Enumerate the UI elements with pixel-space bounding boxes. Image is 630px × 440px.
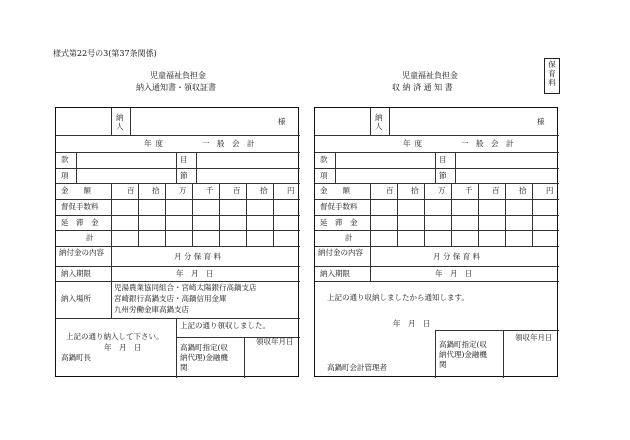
received-text: 上記の通り領収しました。 bbox=[180, 321, 270, 330]
digit-label: 百 bbox=[233, 186, 241, 195]
notice-date: 年 月 日 bbox=[393, 319, 431, 328]
digit-label: 円 bbox=[546, 186, 554, 195]
notice-date: 年 月 日 bbox=[104, 343, 142, 352]
right-form bbox=[314, 107, 558, 377]
entai-label: 延 滞 金 bbox=[320, 218, 358, 227]
kan-label: 款 bbox=[320, 155, 328, 164]
amount-label: 金 額 bbox=[61, 186, 91, 195]
digit-label: 百 bbox=[127, 186, 135, 195]
account-label: 一 般 会 計 bbox=[461, 139, 514, 148]
right-header-line1: 児童福祉負担金 bbox=[402, 71, 458, 80]
fiscal-year-label: 年度 bbox=[403, 139, 426, 148]
total-label: 計 bbox=[345, 233, 353, 242]
entai-label: 延 滞 金 bbox=[61, 218, 99, 227]
kou-label: 項 bbox=[320, 171, 328, 180]
total-label: 計 bbox=[86, 233, 94, 242]
bank-label-line: 関 bbox=[180, 363, 188, 372]
deadline-value: 年 月 日 bbox=[435, 269, 473, 278]
moku-label: 目 bbox=[180, 155, 188, 164]
digit-label: 千 bbox=[206, 186, 214, 195]
place-line: 宮崎銀行高鍋支店・高鍋信用金庫 bbox=[114, 294, 227, 303]
place-line: 九州労働金庫高鍋支店 bbox=[114, 305, 189, 314]
kou-label: 項 bbox=[61, 171, 69, 180]
tokusoku-label: 督促手数料 bbox=[320, 202, 358, 211]
deadline-label: 納入期限 bbox=[320, 269, 350, 278]
content-label: 納付金の内容 bbox=[59, 248, 104, 257]
setsu-label: 節 bbox=[439, 171, 447, 180]
bank-label-line: 高鍋町指定(収 bbox=[180, 343, 228, 352]
digit-label: 拾 bbox=[260, 186, 268, 195]
payer-label bbox=[375, 113, 385, 131]
digit-label: 百 bbox=[492, 186, 500, 195]
left-header-line2: 納入通知書・領収証書 bbox=[136, 83, 216, 92]
place-line: 児湯農業協同組合・宮崎太陽銀行高鍋支店 bbox=[114, 283, 257, 292]
payer-label-text: 納人 bbox=[116, 113, 124, 131]
bank-label-line: 納代理)金融機 bbox=[180, 353, 228, 362]
mayor-label: 高鍋町長 bbox=[61, 353, 91, 362]
kan-label: 款 bbox=[61, 155, 69, 164]
digit-label: 拾 bbox=[411, 186, 419, 195]
honorific: 様 bbox=[537, 117, 545, 126]
notice-text: 上記の通り納入して下さい。 bbox=[66, 332, 164, 341]
digit-label: 万 bbox=[179, 186, 187, 195]
payer-label-text: 納人 bbox=[375, 113, 383, 131]
bank-label-line: 高鍋町指定(収 bbox=[439, 340, 487, 349]
account-label: 一 般 会 計 bbox=[202, 139, 255, 148]
right-header-line2: 収 納 済 通 知 書 bbox=[392, 83, 453, 92]
stamp-char: 料 bbox=[548, 78, 556, 87]
amount-label: 金 額 bbox=[320, 186, 350, 195]
received-date-label: 領収年月日 bbox=[515, 333, 553, 342]
bank-label-line: 関 bbox=[439, 360, 447, 369]
digit-label: 拾 bbox=[519, 186, 527, 195]
left-header-line1: 児童福祉負担金 bbox=[150, 71, 206, 80]
deadline-label: 納入期限 bbox=[61, 269, 91, 278]
doc-number: 様式第22号の3(第37条関係) bbox=[53, 49, 157, 58]
digit-label: 千 bbox=[465, 186, 473, 195]
stamp-char: 保 bbox=[548, 60, 556, 69]
content-value: 月 分 保 育 料 bbox=[174, 252, 222, 261]
digit-label: 万 bbox=[438, 186, 446, 195]
deadline-value: 年 月 日 bbox=[176, 269, 214, 278]
fiscal-year-label: 年度 bbox=[144, 139, 167, 148]
digit-label: 円 bbox=[287, 186, 295, 195]
honorific: 様 bbox=[278, 117, 286, 126]
place-label: 納入場所 bbox=[61, 294, 91, 303]
digit-label: 百 bbox=[386, 186, 394, 195]
digit-label: 拾 bbox=[152, 186, 160, 195]
notice-text: 上記の通り収納しましたから通知します。 bbox=[327, 293, 469, 302]
left-form bbox=[55, 107, 299, 377]
treasurer-label: 高鍋町会計管理者 bbox=[327, 363, 387, 372]
content-value: 月 分 保 育 料 bbox=[433, 252, 481, 261]
setsu-label: 節 bbox=[180, 171, 188, 180]
stamp-box bbox=[544, 58, 560, 94]
content-label: 納付金の内容 bbox=[318, 248, 363, 257]
moku-label: 目 bbox=[439, 155, 447, 164]
tokusoku-label: 督促手数料 bbox=[61, 202, 99, 211]
received-date-label: 領収年月日 bbox=[256, 337, 294, 346]
bank-label-line: 納代理)金融機 bbox=[439, 350, 487, 359]
payer-label bbox=[116, 113, 126, 131]
stamp-char: 育 bbox=[548, 69, 556, 78]
